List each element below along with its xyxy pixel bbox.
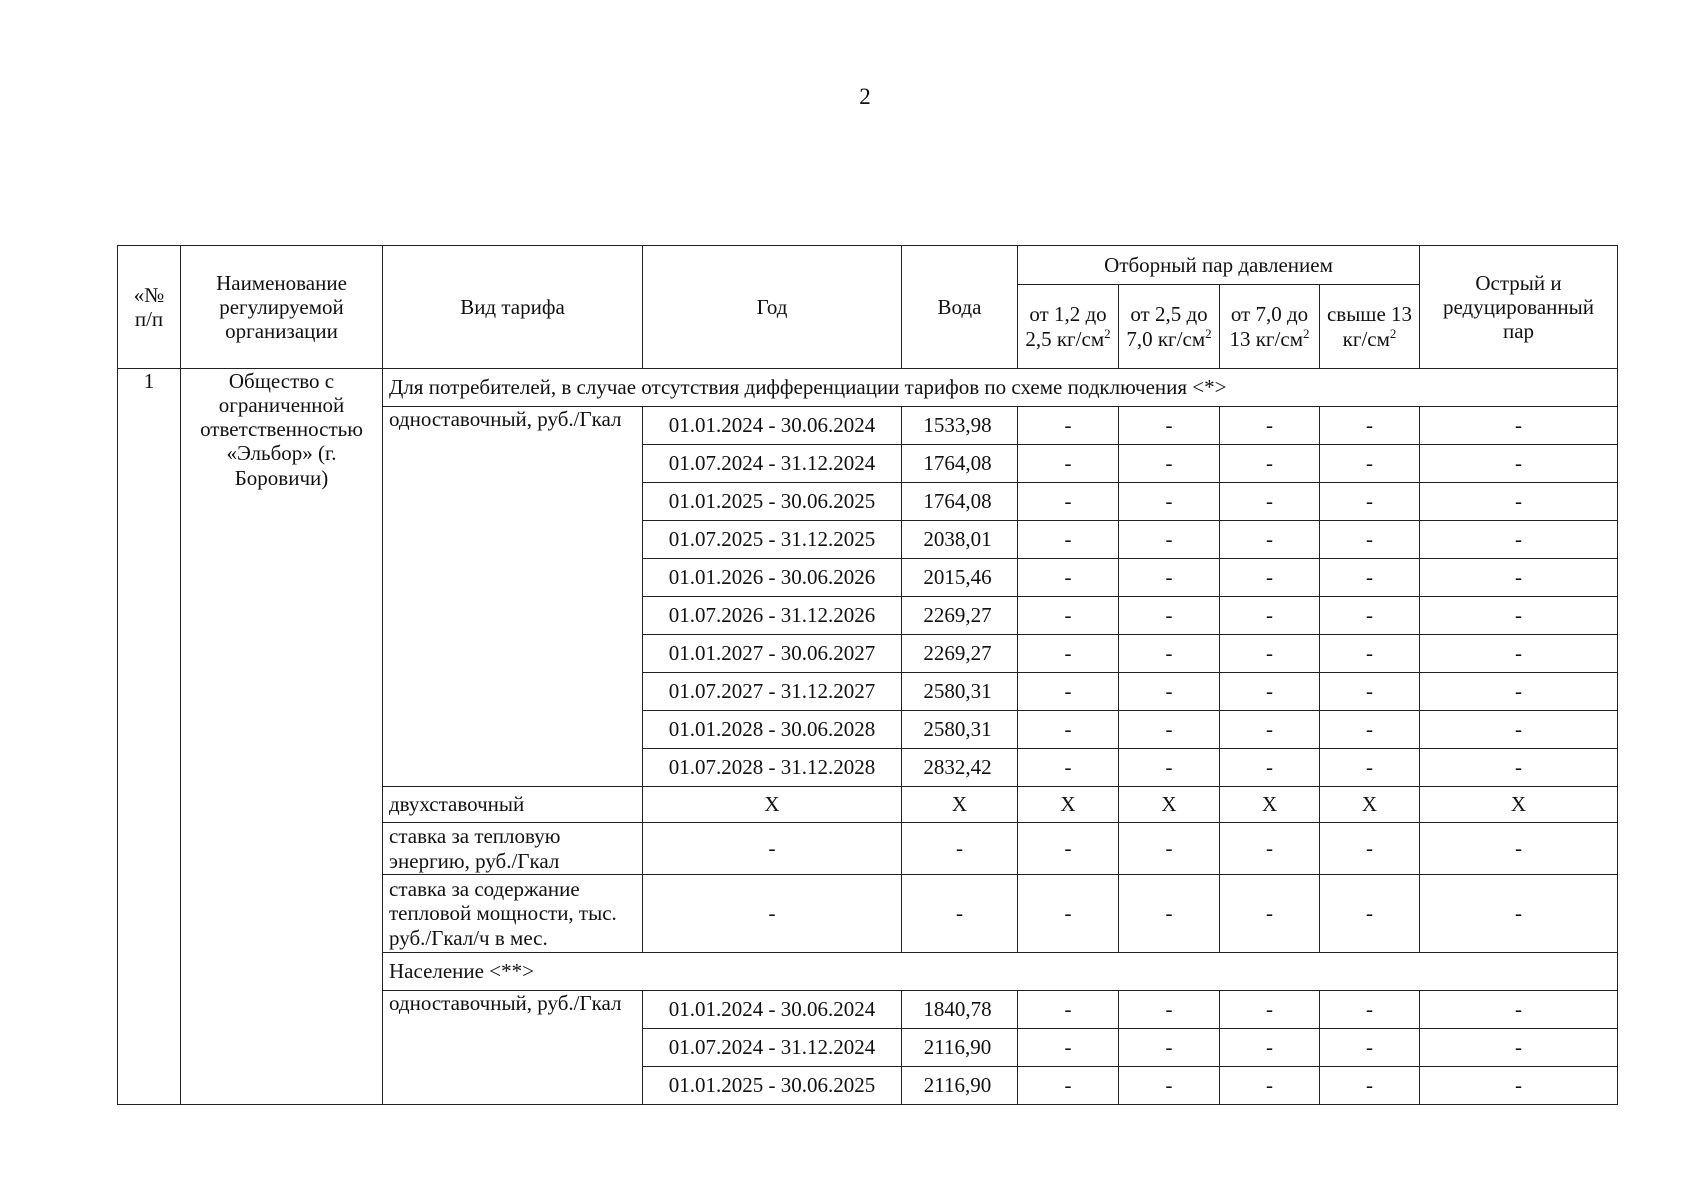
header-sharp-steam: Острый и редуцированный пар [1420, 246, 1618, 369]
p2-cell: - [1119, 673, 1220, 711]
p4-cell: - [1320, 673, 1420, 711]
p1-cell: - [1018, 521, 1119, 559]
section-title-consumers: Для потребителей, в случае отсутствия дифференциации тарифов по схеме подключения <*> [383, 369, 1618, 407]
p4-cell: - [1320, 991, 1420, 1029]
sharp-cell: - [1420, 749, 1618, 787]
period-cell: 01.07.2024 - 31.12.2024 [643, 1029, 902, 1067]
p2-cell: - [1119, 597, 1220, 635]
period-cell: 01.07.2024 - 31.12.2024 [643, 445, 902, 483]
capacity-rate-row-year: - [643, 875, 902, 953]
p3-cell: - [1220, 711, 1320, 749]
p4-cell: - [1320, 749, 1420, 787]
p4-cell: - [1320, 635, 1420, 673]
org-name: Общество с ограниченной ответственностью «Эльбор» (г. Боровичи) [181, 369, 383, 1105]
sharp-cell: - [1420, 559, 1618, 597]
org-number: 1 [118, 369, 181, 1105]
sharp-cell: - [1420, 521, 1618, 559]
header-pressure-1: от 1,2 до 2,5 $кг/см^2$ [1018, 285, 1119, 369]
sharp-cell: - [1420, 711, 1618, 749]
tariff-type-label: одноставочный, руб./Гкал [383, 991, 643, 1105]
p1-cell: - [1018, 991, 1119, 1029]
header-num: «№ п/п [118, 246, 181, 369]
p3-cell: - [1220, 673, 1320, 711]
two-rate-row-sharp: Х [1420, 787, 1618, 823]
p1-cell: - [1018, 711, 1119, 749]
p1-cell: - [1018, 673, 1119, 711]
sharp-cell: - [1420, 635, 1618, 673]
heat-rate-row-p1: - [1018, 823, 1119, 875]
two-rate-row-label: двухставочный [383, 787, 643, 823]
header-pressure-3: от 7,0 до 13 $кг/см^2$ [1220, 285, 1320, 369]
sharp-cell: - [1420, 991, 1618, 1029]
two-rate-row-p1: Х [1018, 787, 1119, 823]
p3-cell: - [1220, 559, 1320, 597]
p3-cell: - [1220, 749, 1320, 787]
sharp-cell: - [1420, 673, 1618, 711]
p3-cell: - [1220, 483, 1320, 521]
header-steam-group: Отборный пар давлением [1018, 246, 1420, 285]
period-cell: 01.01.2024 - 30.06.2024 [643, 407, 902, 445]
capacity-rate-row-p4: - [1320, 875, 1420, 953]
water-cell: 2116,90 [902, 1067, 1018, 1105]
water-cell: 2580,31 [902, 711, 1018, 749]
section-title-population: Население <**> [383, 953, 1618, 991]
p1-cell: - [1018, 749, 1119, 787]
p3-cell: - [1220, 407, 1320, 445]
p4-cell: - [1320, 521, 1420, 559]
two-rate-row-p3: Х [1220, 787, 1320, 823]
p3-cell: - [1220, 635, 1320, 673]
p4-cell: - [1320, 483, 1420, 521]
period-cell: 01.01.2024 - 30.06.2024 [643, 991, 902, 1029]
p3-cell: - [1220, 445, 1320, 483]
p2-cell: - [1119, 635, 1220, 673]
p1-cell: - [1018, 1029, 1119, 1067]
sharp-cell: - [1420, 1067, 1618, 1105]
tariff-type-label: одноставочный, руб./Гкал [383, 407, 643, 787]
p4-cell: - [1320, 597, 1420, 635]
header-year: Год [643, 246, 902, 369]
sharp-cell: - [1420, 1029, 1618, 1067]
water-cell: 2038,01 [902, 521, 1018, 559]
p1-cell: - [1018, 483, 1119, 521]
header-tariff-type: Вид тарифа [383, 246, 643, 369]
water-cell: 2015,46 [902, 559, 1018, 597]
capacity-rate-row-p1: - [1018, 875, 1119, 953]
capacity-rate-row-p3: - [1220, 875, 1320, 953]
water-cell: 1764,08 [902, 445, 1018, 483]
period-cell: 01.01.2028 - 30.06.2028 [643, 711, 902, 749]
period-cell: 01.01.2027 - 30.06.2027 [643, 635, 902, 673]
heat-rate-row-p3: - [1220, 823, 1320, 875]
p4-cell: - [1320, 1067, 1420, 1105]
p2-cell: - [1119, 559, 1220, 597]
p1-cell: - [1018, 635, 1119, 673]
p2-cell: - [1119, 1067, 1220, 1105]
p2-cell: - [1119, 483, 1220, 521]
period-cell: 01.07.2025 - 31.12.2025 [643, 521, 902, 559]
p1-cell: - [1018, 445, 1119, 483]
period-cell: 01.07.2026 - 31.12.2026 [643, 597, 902, 635]
sharp-cell: - [1420, 407, 1618, 445]
water-cell: 1533,98 [902, 407, 1018, 445]
capacity-rate-row-p2: - [1119, 875, 1220, 953]
p2-cell: - [1119, 407, 1220, 445]
two-rate-row-p4: Х [1320, 787, 1420, 823]
p3-cell: - [1220, 1067, 1320, 1105]
p2-cell: - [1119, 991, 1220, 1029]
p3-cell: - [1220, 521, 1320, 559]
sharp-cell: - [1420, 445, 1618, 483]
p2-cell: - [1119, 521, 1220, 559]
p2-cell: - [1119, 749, 1220, 787]
p1-cell: - [1018, 1067, 1119, 1105]
capacity-rate-row-water: - [902, 875, 1018, 953]
page-number: 2 [859, 84, 871, 109]
heat-rate-row-year: - [643, 823, 902, 875]
p4-cell: - [1320, 1029, 1420, 1067]
p3-cell: - [1220, 597, 1320, 635]
water-cell: 1840,78 [902, 991, 1018, 1029]
p1-cell: - [1018, 559, 1119, 597]
p3-cell: - [1220, 991, 1320, 1029]
two-rate-row-year: Х [643, 787, 902, 823]
heat-rate-row-p2: - [1119, 823, 1220, 875]
p2-cell: - [1119, 1029, 1220, 1067]
heat-rate-row-p4: - [1320, 823, 1420, 875]
header-pressure-2: от 2,5 до 7,0 $кг/см^2$ [1119, 285, 1220, 369]
water-cell: 2116,90 [902, 1029, 1018, 1067]
capacity-rate-row-sharp: - [1420, 875, 1618, 953]
p1-cell: - [1018, 407, 1119, 445]
period-cell: 01.01.2025 - 30.06.2025 [643, 1067, 902, 1105]
capacity-rate-row-label: ставка за содержание тепловой мощности, тыс. руб./Гкал/ч в мес. [383, 875, 643, 953]
p3-cell: - [1220, 1029, 1320, 1067]
period-cell: 01.07.2027 - 31.12.2027 [643, 673, 902, 711]
p4-cell: - [1320, 559, 1420, 597]
p2-cell: - [1119, 445, 1220, 483]
sharp-cell: - [1420, 597, 1618, 635]
heat-rate-row-sharp: - [1420, 823, 1618, 875]
water-cell: 2269,27 [902, 635, 1018, 673]
water-cell: 2269,27 [902, 597, 1018, 635]
period-cell: 01.01.2026 - 30.06.2026 [643, 559, 902, 597]
sharp-cell: - [1420, 483, 1618, 521]
p2-cell: - [1119, 711, 1220, 749]
water-cell: 2832,42 [902, 749, 1018, 787]
header-water: Вода [902, 246, 1018, 369]
heat-rate-row-label: ставка за тепловую энергию, руб./Гкал [383, 823, 643, 875]
p1-cell: - [1018, 597, 1119, 635]
two-rate-row-p2: Х [1119, 787, 1220, 823]
period-cell: 01.07.2028 - 31.12.2028 [643, 749, 902, 787]
tariff-table [117, 245, 1618, 1105]
two-rate-row-water: Х [902, 787, 1018, 823]
water-cell: 2580,31 [902, 673, 1018, 711]
period-cell: 01.01.2025 - 30.06.2025 [643, 483, 902, 521]
header-org: Наименование регулируемой организации [181, 246, 383, 369]
water-cell: 1764,08 [902, 483, 1018, 521]
p4-cell: - [1320, 407, 1420, 445]
p4-cell: - [1320, 445, 1420, 483]
header-pressure-4: свыше 13 $кг/см^2$ [1320, 285, 1420, 369]
heat-rate-row-water: - [902, 823, 1018, 875]
p4-cell: - [1320, 711, 1420, 749]
